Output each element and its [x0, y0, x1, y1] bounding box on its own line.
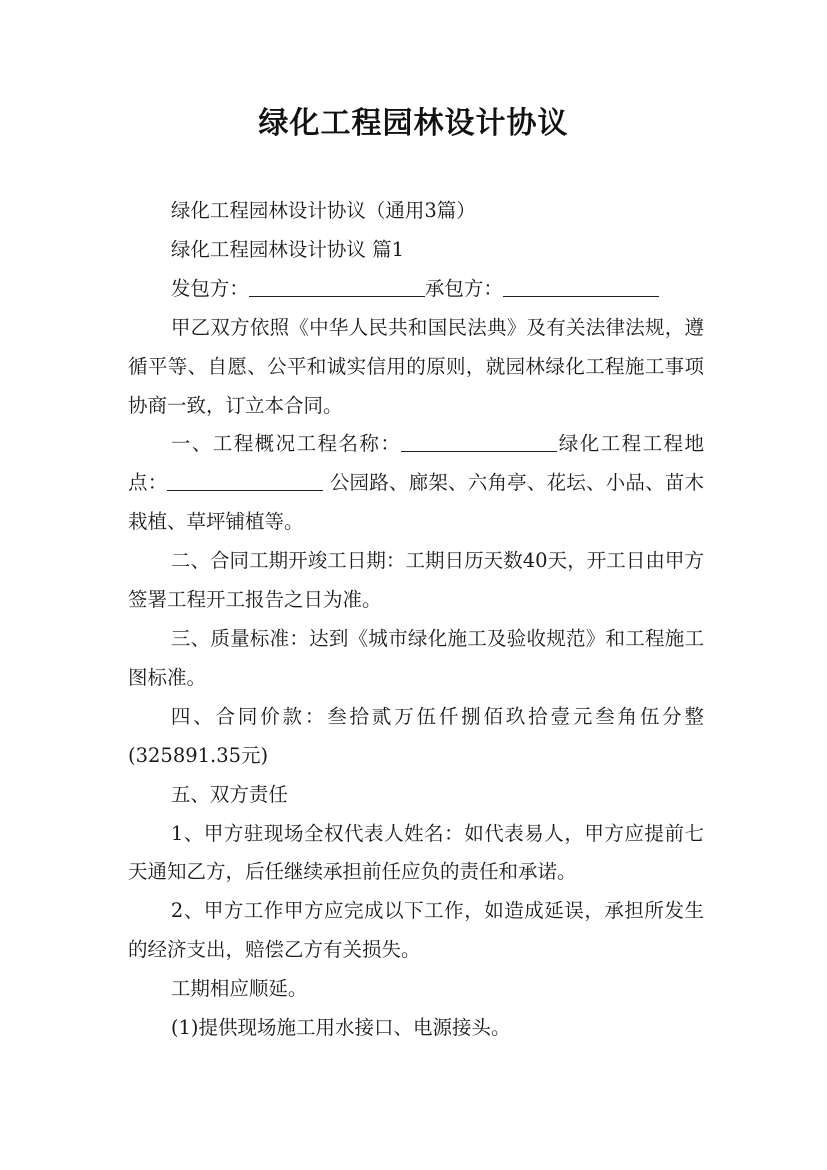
project-location-label: 绿化工程工程地点：	[128, 432, 704, 495]
paragraph-price: 四、合同价款：叁拾贰万伍仟捌佰玖拾壹元叁角伍分整(325891.35元)	[128, 704, 704, 767]
parties-line	[128, 270, 704, 309]
party-a-label: 发包方：	[170, 276, 249, 300]
paragraph-intro: 甲乙双方依照《中华人民共和国民法典》及有关法律法规，遵循平等、自愿、公平和诚实信用的原则，就园林绿化工程施工事项协商一致，订立本合同。	[128, 315, 704, 417]
project-name-blank	[401, 432, 557, 453]
party-b-label: 承包方：	[424, 276, 503, 300]
paragraph-party-a-work: 2、甲方工作甲方应完成以下工作，如造成延误，承担所发生的经济支出，赔偿乙方有关损失。	[128, 899, 704, 962]
document-subtitle: 绿化工程园林设计协议（通用3篇）	[170, 199, 476, 222]
paragraph-schedule: 二、合同工期开竣工日期：工期日历天数40天，开工日由甲方签署工程开工报告之日为准。	[128, 549, 704, 612]
project-name-label: 一、工程概况工程名称：	[170, 432, 402, 456]
project-scope: 公园路、廊架、六角亭、花坛、小品、苗木栽植、草坪铺植等。	[128, 471, 704, 534]
paragraph-responsibilities: 五、双方责任	[170, 782, 288, 806]
document-title: 绿化工程园林设计协议	[258, 106, 569, 141]
project-location-blank	[167, 471, 323, 492]
paragraph-item-1: (1)提供现场施工用水接口、电源接头。	[170, 1016, 511, 1040]
paragraph-project-overview	[128, 425, 704, 542]
party-b-blank	[503, 276, 659, 297]
party-a-blank	[249, 276, 425, 297]
section-heading: 绿化工程园林设计协议 篇1	[170, 237, 404, 261]
paragraph-quality: 三、质量标准：达到《城市绿化施工及验收规范》和工程施工图标准。	[128, 626, 704, 689]
paragraph-representative: 1、甲方驻现场全权代表人姓名：如代表易人，甲方应提前七天通知乙方，后任继续承担前任应负的责任和承诺。	[128, 821, 704, 884]
paragraph-extension: 工期相应顺延。	[170, 977, 308, 1001]
document-body	[128, 192, 704, 1048]
